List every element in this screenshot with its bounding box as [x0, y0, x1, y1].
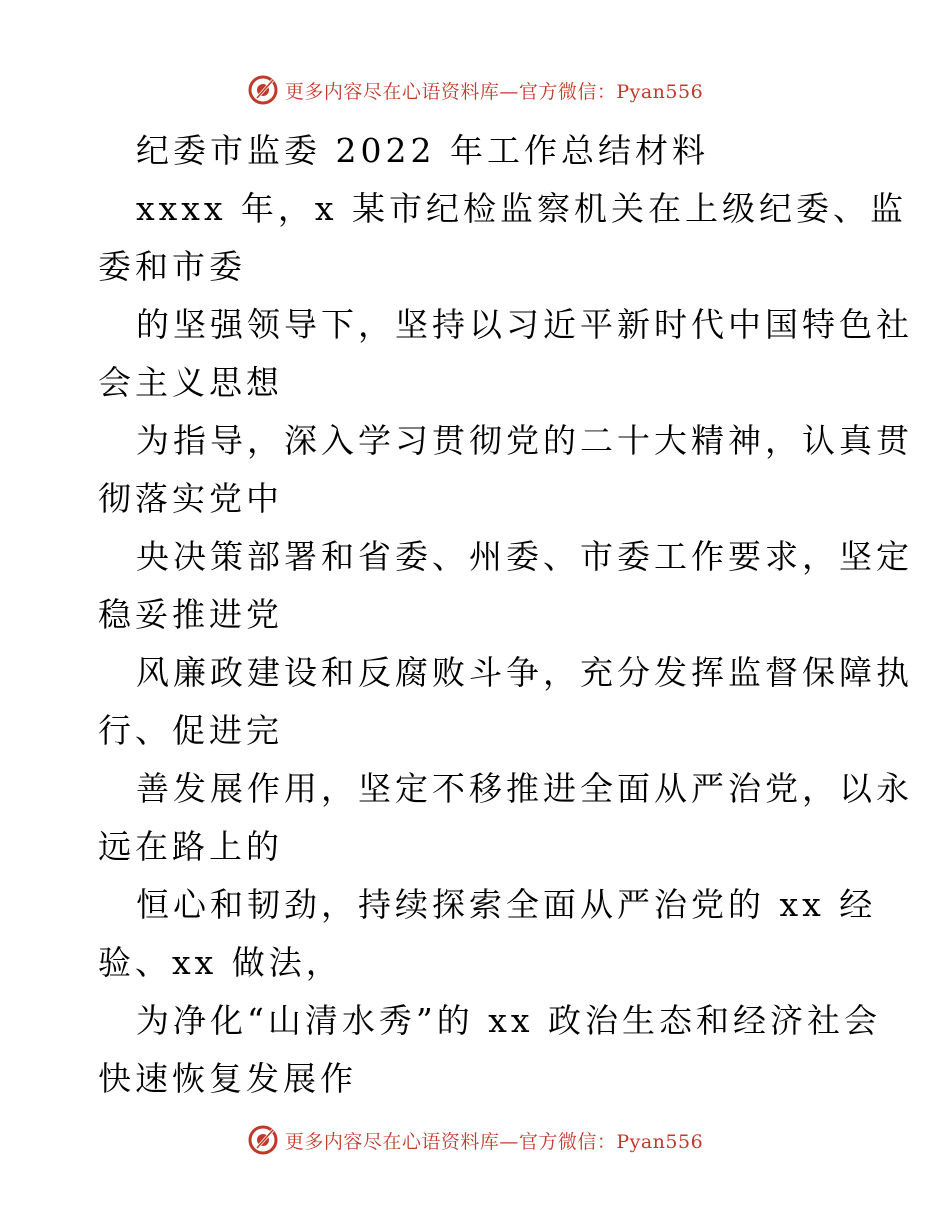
document-line: 善发展作用，坚定不移推进全面从严治党，以永 [136, 769, 913, 808]
document-line: 行、促进完 [98, 711, 283, 750]
brand-logo-icon [247, 1124, 279, 1156]
document-line: 的坚强领导下，坚持以习近平新时代中国特色社 [136, 305, 913, 344]
document-line: 为指导，深入学习贯彻党的二十大精神，认真贯 [136, 421, 913, 460]
brand-logo-icon [247, 74, 279, 106]
document-line: 纪委市监委 2022 年工作总结材料 [136, 131, 709, 170]
document-line: 会主义思想 [98, 363, 283, 402]
document-line: 远在路上的 [98, 827, 283, 866]
document-line: 彻落实党中 [98, 479, 283, 518]
document-line: xxxx 年，x 某市纪检监察机关在上级纪委、监 [136, 189, 908, 228]
footer-watermark-text: 更多内容尽在心语资料库—官方微信：Pyan556 [284, 1130, 704, 1153]
header-watermark-text: 更多内容尽在心语资料库—官方微信：Pyan556 [284, 80, 704, 103]
document-line: 恒心和韧劲，持续探索全面从严治党的 xx 经 [136, 885, 877, 924]
document-line: 快速恢复发展作 [98, 1059, 357, 1098]
document-body [98, 122, 913, 1108]
document-line: 委和市委 [98, 247, 246, 286]
footer-watermark [0, 1120, 950, 1160]
header-watermark [0, 70, 950, 110]
document-line: 风廉政建设和反腐败斗争，充分发挥监督保障执 [136, 653, 913, 692]
document-line: 央决策部署和省委、州委、市委工作要求，坚定 [136, 537, 913, 576]
document-line: 稳妥推进党 [98, 595, 283, 634]
document-line: 验、xx 做法， [98, 943, 343, 982]
document-line: 为净化“山清水秀”的 xx 政治生态和经济社会 [136, 1001, 881, 1040]
